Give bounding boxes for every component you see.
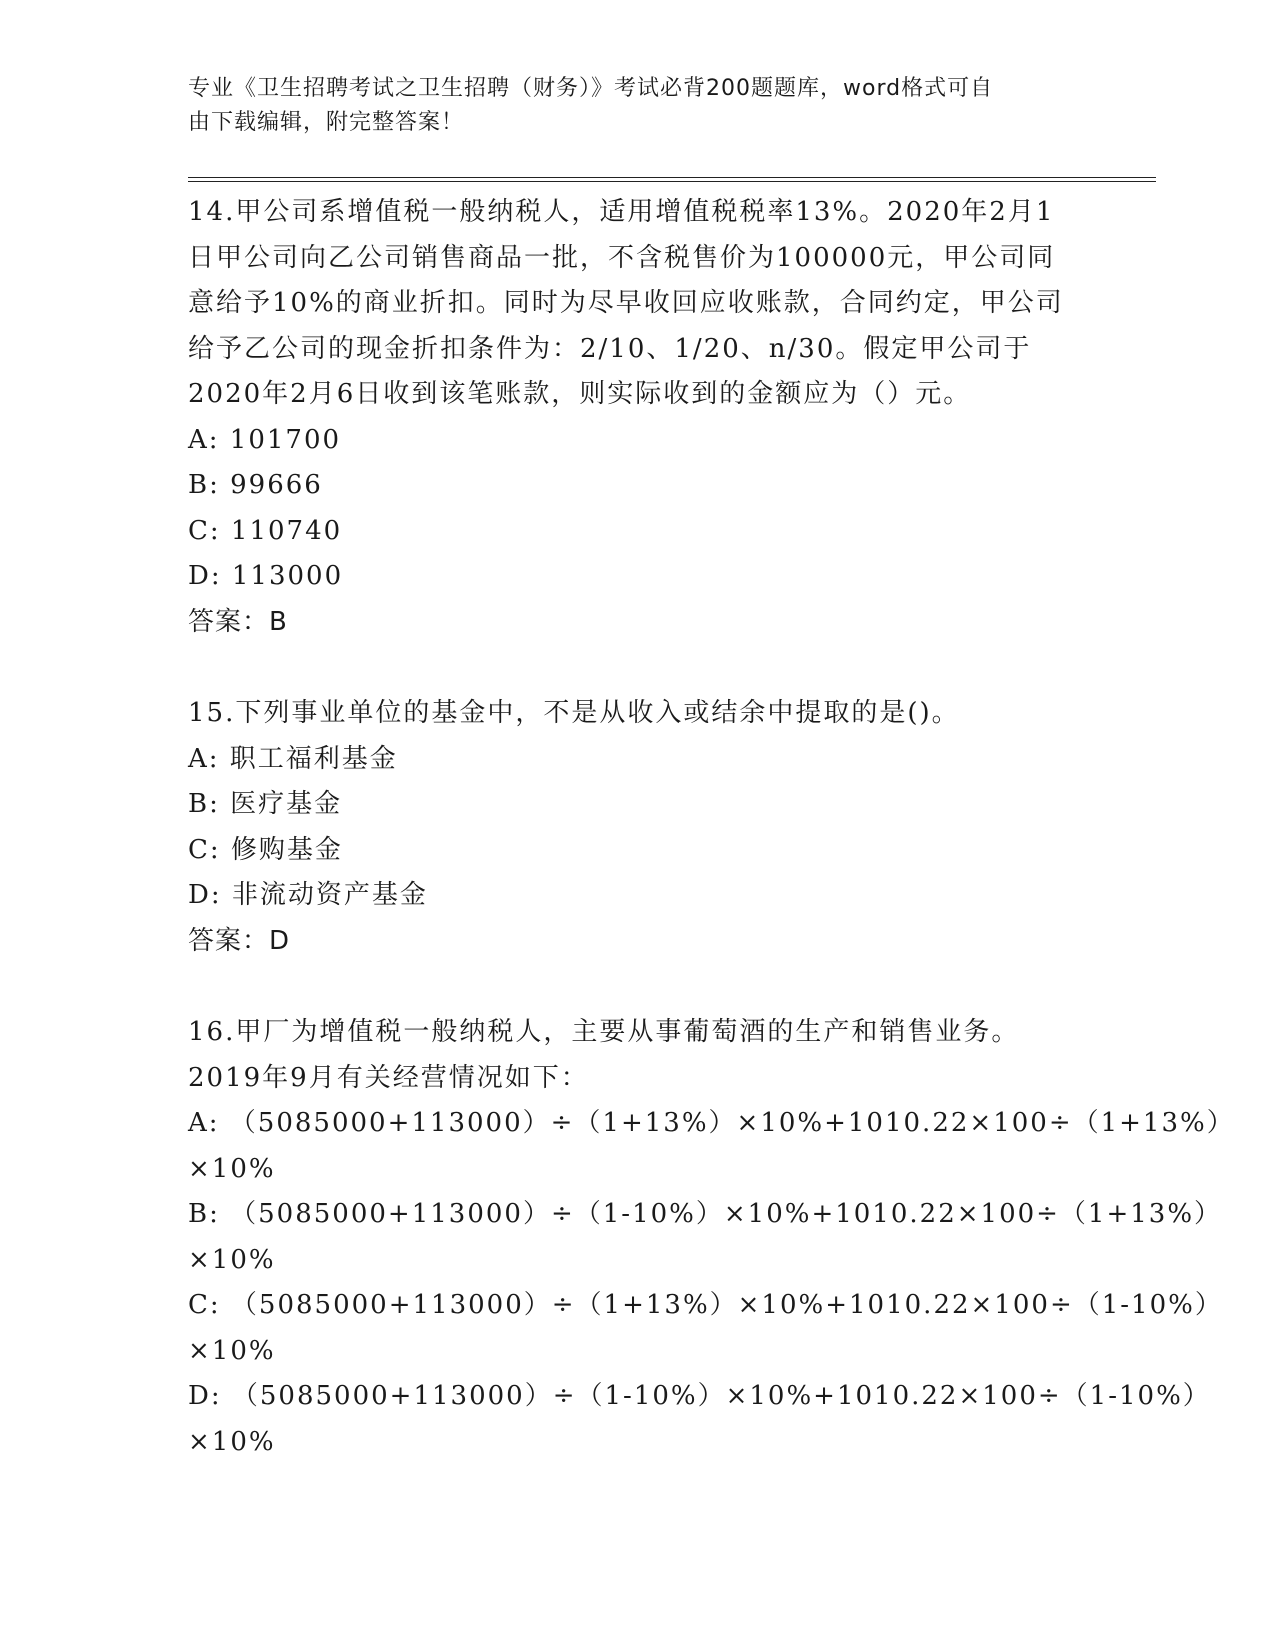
question-stem-line: 16.甲厂为增值税一般纳税人，主要从事葡萄酒的生产和销售业务。 [188,1017,1020,1047]
question-14 [188,190,1088,645]
question-spacer [188,645,1088,691]
answer-label: 答案：B [188,606,288,637]
question-stem-line: 2019年9月有关经营情况如下： [188,1062,589,1093]
answer-label: 答案：D [188,925,291,956]
option-a: A: 职工福利基金 [188,743,398,774]
option-c: C: 110740 [188,515,343,546]
question-stem-line: 日甲公司向乙公司销售商品一批，不含税售价为100000元，甲公司同 [188,242,1056,273]
option-d: D: 113000 [188,561,344,591]
option-c: C: 修购基金 [188,834,343,865]
option-b: B: （5085000+113000）÷（1-10%）×10%+1010.22×100÷（1+13%） [188,1199,1223,1229]
question-16 [188,1010,1235,1465]
header-line-1: 专业《卫生招聘考试之卫生招聘（财务）》考试必背200题题库，word格式可自 [188,76,994,101]
document-header [188,72,1088,140]
header-line-2: 由下载编辑，附完整答案！ [188,110,465,135]
option-d-continued: ×10% [188,1426,276,1457]
option-b: B: 医疗基金 [188,789,343,819]
option-b-continued: ×10% [188,1244,276,1275]
option-b: B: 99666 [188,470,323,500]
question-spacer [188,964,1088,1010]
question-list [188,190,1235,1465]
option-d: D: （5085000+113000）÷（1-10%）×10%+1010.22×100÷（1-10%） [188,1381,1211,1411]
question-stem-line: 意给予10%的商业折扣。同时为尽早收回应收账款，合同约定，甲公司 [188,288,1064,318]
option-c-continued: ×10% [188,1335,276,1366]
question-stem-line: 2020年2月6日收到该笔账款，则实际收到的金额应为（）元。 [188,379,972,409]
question-stem-line: 给予乙公司的现金折扣条件为：2/10、1/20、n/30。假定甲公司于 [188,333,1032,364]
question-15 [188,691,1088,964]
option-c: C: （5085000+113000）÷（1+13%）×10%+1010.22×100÷（1-10%） [188,1290,1223,1320]
option-a-continued: ×10% [188,1153,276,1184]
option-a: A: （5085000+113000）÷（1+13%）×10%+1010.22×100÷（1+13%） [188,1108,1235,1138]
option-a: A: 101700 [188,424,342,455]
question-stem-line: 15.下列事业单位的基金中，不是从收入或结余中提取的是()。 [188,698,960,728]
option-d: D: 非流动资产基金 [188,880,428,910]
header-divider [188,177,1156,182]
question-stem-line: 14.甲公司系增值税一般纳税人，适用增值税税率13%。2020年2月1 [188,197,1055,227]
